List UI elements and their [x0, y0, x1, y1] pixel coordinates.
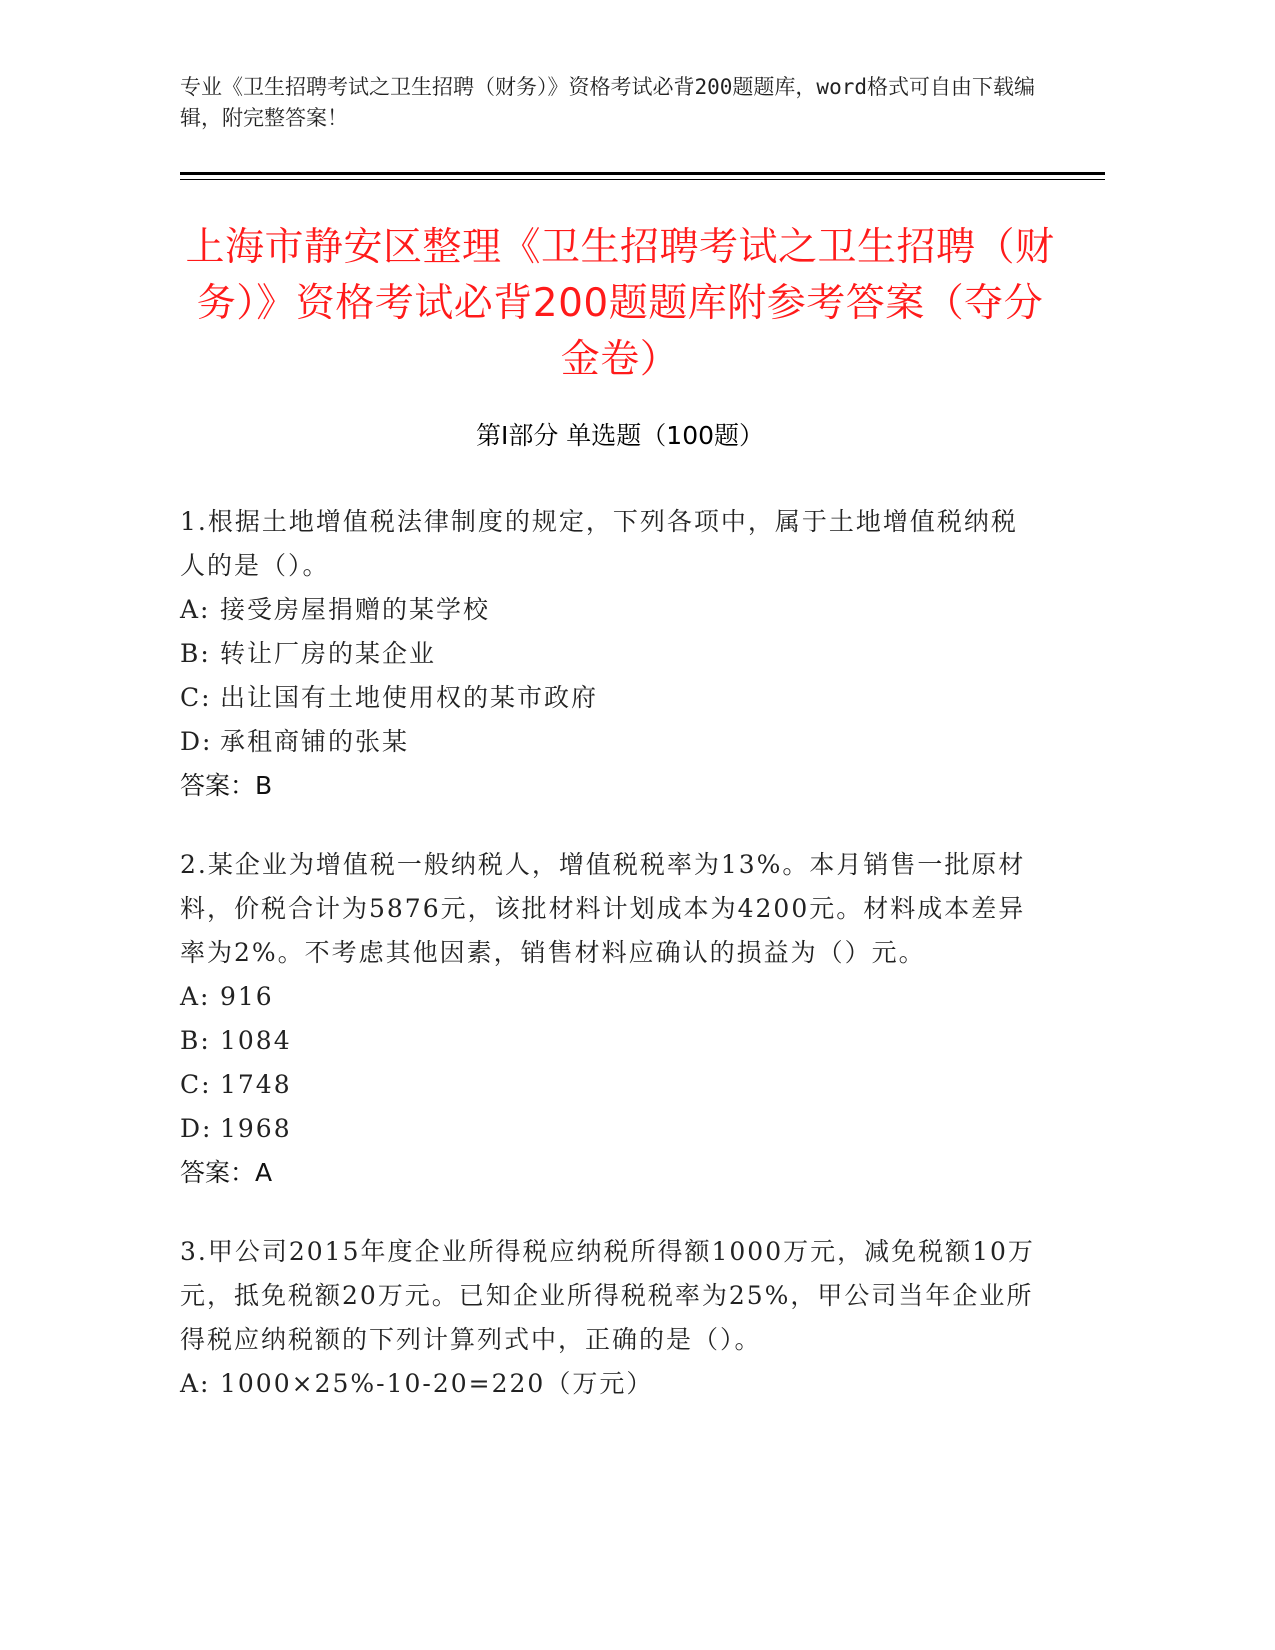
option-a [180, 975, 1040, 1019]
header-note: 专业《卫生招聘考试之卫生招聘（财务）》资格考试必背200题题库，word格式可自由下载编辑，附完整答案！ [180, 75, 1035, 130]
question-2 [180, 843, 1040, 1195]
answer-line: 答案：A [180, 1158, 273, 1187]
question-list [180, 500, 1040, 1441]
question-3 [180, 1230, 1040, 1406]
question-stem: 1.根据土地增值税法律制度的规定，下列各项中，属于土地增值税纳税人的是（）。 [180, 507, 1018, 580]
option-label: D: [180, 1114, 213, 1143]
option-text: 1084 [220, 1026, 292, 1055]
option-label: C: [180, 683, 212, 712]
option-text: 转让厂房的某企业 [220, 639, 437, 668]
section-heading: 第Ⅰ部分 单选题（100题） [475, 421, 765, 450]
question-stem: 3.甲公司2015年度企业所得税应纳税所得额1000万元，减免税额10万元，抵免税额20万元。已知企业所得税税率为25%，甲公司当年企业所得税应纳税额的下列计算列式中，正确的是（）。 [180, 1237, 1035, 1354]
option-label: B: [180, 1026, 211, 1055]
option-c [180, 1063, 1040, 1107]
option-label: C: [180, 1070, 212, 1099]
option-text: 916 [220, 982, 274, 1011]
header-rule-thick [180, 172, 1105, 175]
question-stem: 2.某企业为增值税一般纳税人，增值税税率为13%。本月销售一批原材料，价税合计为5876元，该批材料计划成本为4200元。材料成本差异率为2%。不考虑其他因素，销售材料应确认的损益为（）元。 [180, 850, 1026, 967]
option-label: D: [180, 727, 213, 756]
option-b [180, 632, 1040, 676]
option-label: A: [180, 1369, 211, 1398]
document-title: 上海市静安区整理《卫生招聘考试之卫生招聘（财务）》资格考试必背200题题库附参考答案（夺分金卷） [185, 225, 1055, 382]
header-rule-thin [180, 179, 1105, 180]
option-a [180, 588, 1040, 632]
option-text: 1748 [220, 1070, 292, 1099]
option-c [180, 676, 1040, 720]
option-text: 出让国有土地使用权的某市政府 [220, 683, 599, 712]
option-a [180, 1362, 1040, 1406]
option-d [180, 1107, 1040, 1151]
option-b [180, 1019, 1040, 1063]
option-text: 承租商铺的张某 [220, 727, 410, 756]
option-text: 接受房屋捐赠的某学校 [220, 595, 491, 624]
option-label: A: [180, 982, 211, 1011]
option-text: 1968 [220, 1114, 292, 1143]
question-1 [180, 500, 1040, 808]
option-label: B: [180, 639, 211, 668]
answer-line: 答案：B [180, 771, 273, 800]
option-label: A: [180, 595, 211, 624]
option-d [180, 720, 1040, 764]
option-text: 1000×25%-10-20=220（万元） [220, 1369, 654, 1398]
